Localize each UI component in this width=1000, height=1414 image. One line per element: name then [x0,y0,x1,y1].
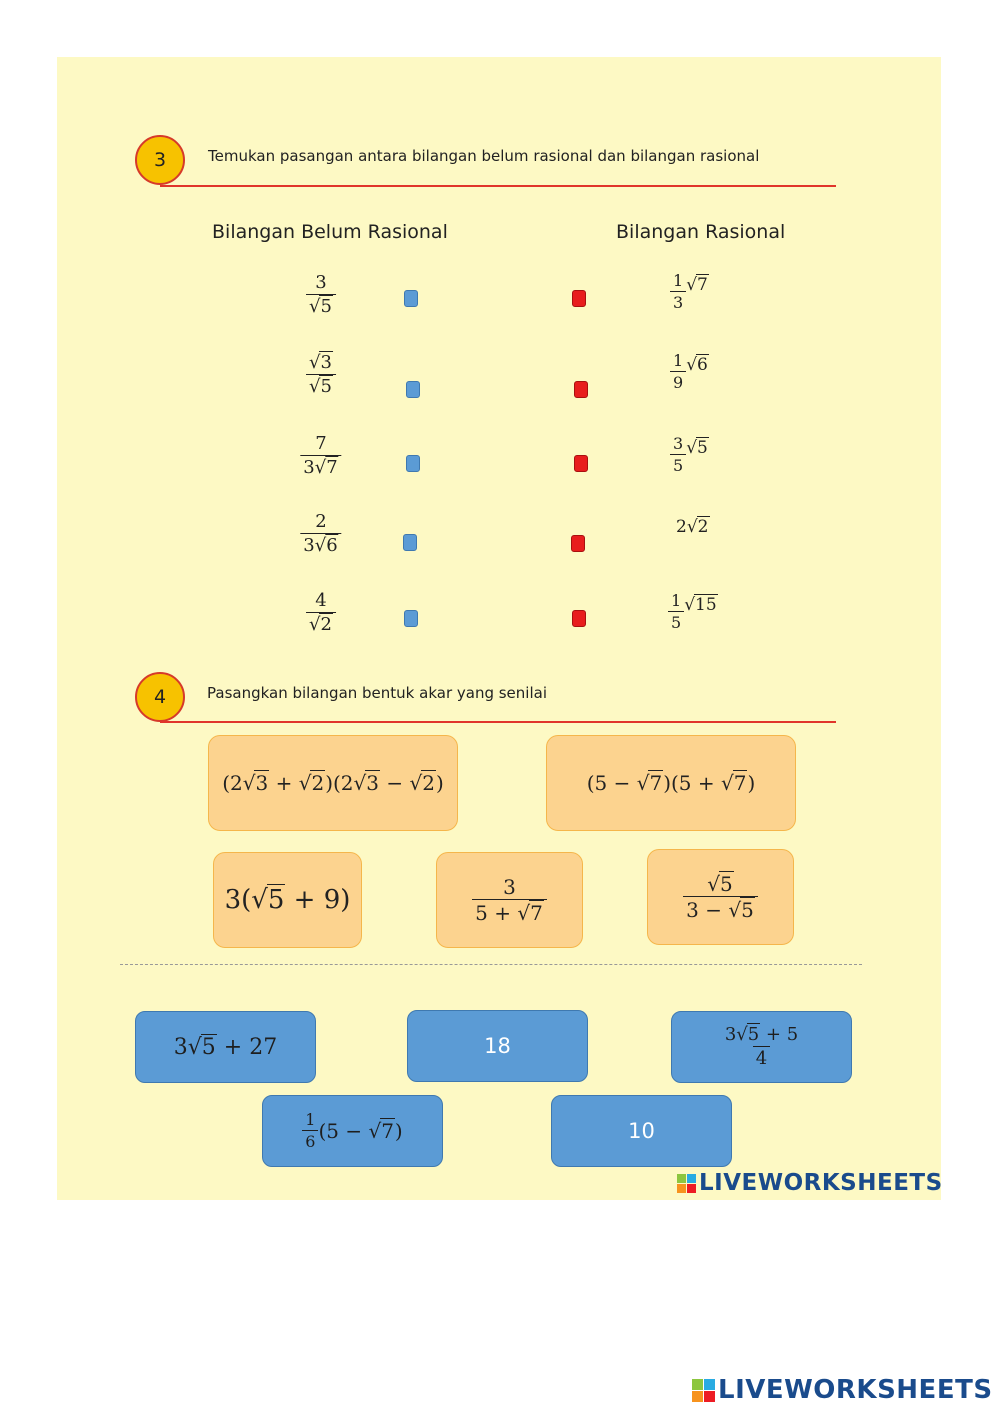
denominator: 9 [670,371,686,392]
coefficient: 3 [303,534,315,556]
radicand: 6 [697,355,708,376]
logo-wordmark: LIVEWORKSHEETS [699,1170,943,1196]
question-3-badge [135,135,185,185]
right-expression-5: $\frac{1}{5}$ √15 [668,592,718,631]
numerator: 1 [671,591,682,610]
match-handle-right-5[interactable] [572,610,586,627]
radicand: 3 [366,771,380,795]
coefficient: 3 [303,456,315,478]
radicand: 6 [326,534,338,556]
match-handle-left-1[interactable] [404,290,418,307]
denominator: 6 [302,1130,318,1151]
right-column-heading: Bilangan Rasional [616,221,786,243]
right-expression-1: $\frac{1}{3}$ √7 [670,272,709,311]
left-expression-4: $\frac{2}{3√6}$ [300,512,341,556]
coefficient: 3 [724,1024,737,1046]
text-segment: (5 − [318,1119,369,1143]
coefficient: 3 [173,1034,188,1060]
expression-card-3[interactable]: 3( √5 + 9) [213,852,362,948]
coefficient: 2 [676,517,687,537]
text-segment: )(5 + [663,771,721,795]
question-3-number: 3 [153,149,167,171]
radicand: 5 [720,872,733,896]
answer-card-2[interactable] [407,1010,588,1082]
left-expression-5: $\frac{4}{√2}$ [306,591,336,635]
right-expression-2: $\frac{1}{9}$ √6 [670,352,709,391]
match-handle-right-3[interactable] [574,455,588,472]
radicand: 3 [255,771,269,795]
radicand: 5 [741,898,754,922]
radicand: 2 [320,613,332,635]
expression-card-1[interactable]: (2 √3 + √2 )(2 √3 − √2 ) [208,735,458,831]
expression-card-2[interactable]: (5 − √7 )(5 + √7 ) [546,735,796,831]
radicand: 2 [422,771,435,795]
question-4-title: Pasangkan bilangan bentuk akar yang senilai [207,684,547,702]
denominator: 4 [753,1046,770,1069]
text-segment: (5 − [586,771,637,795]
text-segment: + 27 [216,1034,278,1060]
expression-card-4[interactable]: $\frac{3}{5 + √7}$ [436,852,583,948]
radicand: 7 [530,901,543,925]
numerator: 3 [315,272,327,293]
dashed-divider [120,964,862,965]
radicand: 5 [320,295,332,317]
answer-card-1[interactable]: 3 √5 + 27 [135,1011,316,1083]
right-expression-4: 2√2 [676,517,709,537]
match-handle-right-2[interactable] [574,381,588,398]
numerator: 7 [315,433,327,454]
match-handle-left-3[interactable] [406,455,420,472]
left-column-heading: Bilangan Belum Rasional [212,221,448,243]
radicand: 3 [320,352,332,373]
text-segment: ) [435,771,444,795]
radicand: 5 [697,438,708,459]
radicand: 5 [201,1034,216,1060]
answer-card-5[interactable] [551,1095,732,1167]
logo-mark-icon [677,1174,696,1193]
question-4-number: 4 [153,686,167,708]
match-handle-left-4[interactable] [403,534,417,551]
match-handle-right-1[interactable] [572,290,586,307]
match-handle-right-4[interactable] [571,535,585,552]
answer-card-4[interactable]: $\frac{1}{6}$ (5 − √7 ) [262,1095,443,1167]
logo-wordmark: LIVEWORKSHEETS [718,1375,993,1405]
radicand: 5 [267,885,285,915]
text-segment: ) [394,1119,403,1143]
answer-card-3[interactable]: $\frac{3√5 + 5}{4}$ [671,1011,852,1083]
answer-value: 18 [484,1034,511,1058]
expression-card-5[interactable]: $\frac{√5}{3 - √5}$ [647,849,794,945]
radicand: 7 [733,771,747,795]
denominator: 3 [670,291,686,312]
denominator: 5 [670,454,686,475]
radicand: 7 [326,456,338,478]
numerator: 1 [673,271,684,290]
text-segment: + [269,771,299,795]
answer-value: 10 [628,1119,655,1143]
text-segment: + 5 [760,1024,799,1046]
left-expression-1: $\frac{3}{√5}$ [306,273,336,317]
radicand: 5 [747,1024,760,1046]
question-3-underline [160,185,836,187]
numerator: 3 [503,875,516,899]
text-segment: − [380,771,410,795]
text-segment: (2 [222,771,243,795]
numerator: 1 [673,351,684,370]
question-4-underline [160,721,836,723]
question-3-title: Temukan pasangan antara bilangan belum rasional dan bilangan rasional [208,147,760,165]
logo-mark-icon [692,1379,715,1402]
text-segment: )(2 [325,771,354,795]
liveworksheets-logo-small [677,1170,943,1196]
radicand: 7 [649,771,663,795]
numerator: 4 [315,590,327,611]
denominator: 5 [668,611,684,632]
text-segment: 3 − [686,898,729,922]
text-segment: 5 + [475,901,518,925]
numerator: 2 [315,511,327,532]
left-expression-3: $\frac{7}{3√7}$ [300,434,341,478]
text-segment: + 9) [285,885,351,915]
match-handle-left-5[interactable] [404,610,418,627]
left-expression-2: $\frac{√3}{√5}$ [306,353,336,397]
question-4-badge [135,672,185,722]
radicand: 2 [311,771,325,795]
right-expression-3: $\frac{3}{5}$ √5 [670,435,709,474]
match-handle-left-2[interactable] [406,381,420,398]
numerator: 1 [305,1110,316,1130]
radicand: 5 [320,375,332,397]
radicand: 2 [697,517,709,537]
radicand: 7 [697,275,708,296]
liveworksheets-logo-footer [692,1375,993,1405]
text-segment: 3( [224,885,252,915]
numerator: 3 [673,434,684,453]
radicand: 15 [695,595,717,616]
radicand: 7 [381,1119,394,1143]
text-segment: ) [747,771,756,795]
